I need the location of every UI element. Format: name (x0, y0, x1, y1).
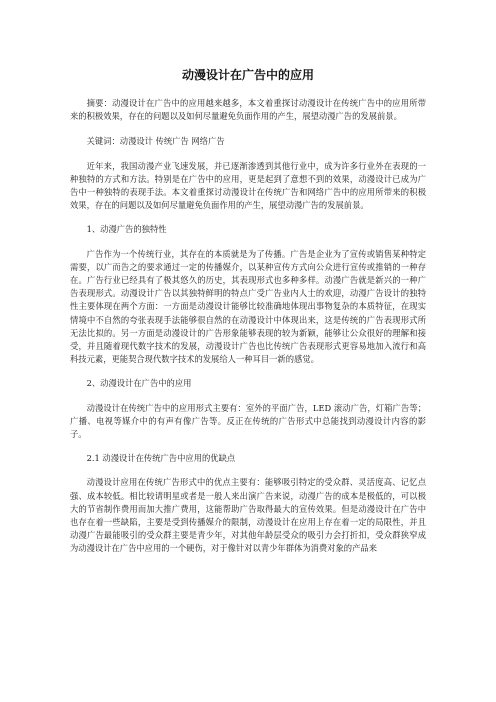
section-2-body: 动漫设计在传统广告中的应用形式主要有：室外的平面广告，LED 滚动广告，灯箱广告等；广播、电视等媒介中的有声有像广告等。反正在传统的广告形式中总能找到动漫设计内容的影子。 (70, 402, 426, 440)
keywords-line: 关键词：动漫设计 传统广告 网络广告 (86, 136, 225, 147)
section-1-heading: 1、动漫广告的独特性 (86, 224, 167, 235)
section-2-heading: 2、动漫设计在广告中的应用 (86, 378, 192, 389)
section-1-body: 广告作为一个传统行业，其存在的本质就是为了传播。广告是企业为了宣传或销售某种特定需要，以广而告之的要求通过一定的传播媒介，以某种宣传方式向公众进行宣传或推销的一种存在。广告行业已经具有了极其悠久的历史，其表现形式也多种多样。动漫广告就是新兴的一种广告表现形式。动漫设计广告以其独特鲜明的特点广受广告业内人士的欢迎，动漫广告设计的独特性主要体现在两个方面：一方面是动漫设计能够比较准确地体现出事物复杂的本质特征，在现实情境中不自然的夸张表现手法能够很自然的在动漫设计中体现出来，这是传统的广告表现形式所无法比拟的。另一方面是动漫设计的广告形象能够表现的较为新颖，能够让公众很好的理解和接受，并且随着现代数字技术的发展，动漫设计广告也比传统广告表现形式更容易地加入流行和高科技元素，更能契合现代数字技术的发展给人一种耳目一新的感觉。 (70, 248, 426, 365)
intro-paragraph: 近年来，我国动漫产业飞速发展，并已逐渐渗透到其他行业中，成为许多行业外在表现的一种独特的方式和方法。特别是在广告中的应用，更是起到了意想不到的效果，动漫设计已成为广告中一种独特的表现手法。本文着重探讨动漫设计在传统广告和网络广告中的应用所带来的积极效果，存在的问题以及如何尽量避免负面作用的产生，展望动漫广告的发展前景。 (70, 160, 426, 211)
section-2-1-heading: 2.1 动漫设计在传统广告中应用的优缺点 (86, 453, 236, 464)
section-2-1-body: 动漫设计应用在传统广告形式中的优点主要有：能够吸引特定的受众群、灵活度高、记忆点强、成本较低。相比较请明星或者是一般人来出演广告来说，动漫广告的成本是极低的，可以极大的节省制作费用而加大推广费用，这能帮助广告取得最大的宣传效果。但是动漫设计在广告中也存在着一些缺陷，主要是受到传播媒介的限制，动漫设计在应用上存在着一定的局限性，并且动漫广告最能吸引的受众群主要是青少年，对其他年龄层受众的吸引力会打折扣，受众群狭窄成为动漫设计在广告中应用的一个硬伤，对于像针对以青少年群体为消费对象的产品来 (70, 477, 426, 554)
document-title: 动漫设计在广告中的应用 (181, 68, 314, 82)
abstract-paragraph: 摘要：动漫设计在广告中的应用越来越多，本文着重探讨动漫设计在传统广告中的应用所带来的积极效果，存在的问题以及如何尽量避免负面作用的产生，展望动漫广告的发展前景。 (70, 98, 426, 122)
document-page (70, 0, 426, 556)
